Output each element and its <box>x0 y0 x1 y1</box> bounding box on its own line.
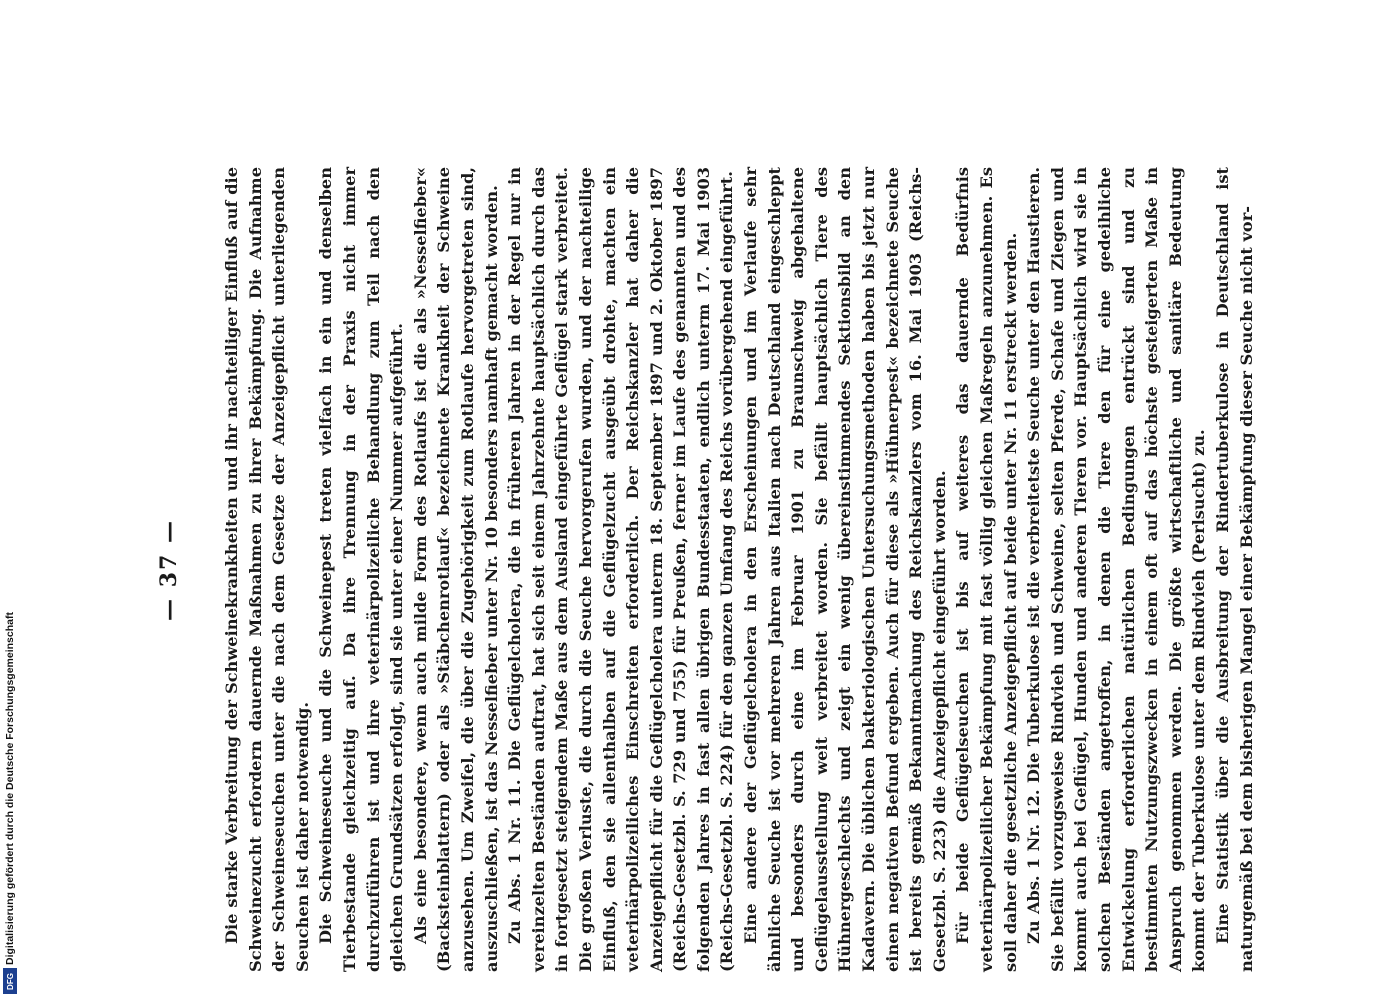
side-strip <box>0 0 20 1000</box>
dfg-logo-text: DFG <box>5 972 15 990</box>
paragraph: Für beide Geflügelseuchen ist bis auf weiteres das dauernde Bedürfnis veterinärpolizeilicher Bekämpfung mit fast völlig gleichen Maßregeln anzunehmen. Es soll daher die gesetzliche Anzeigepflicht auf beide unter Nr. 11 erstreckt werden. <box>953 167 1020 972</box>
paragraph: Als eine besondere, wenn auch milde Form des Rotlaufs ist die als »Nesselfieber« (Backsteinblattern) oder als »Stäbchenrotlauf« bezeichnete Krankheit der Schweine anzusehen. Um Zweifel, die über die Zugehörigkeit zum Rotlaufe hervorgetreten sind, auszuschließen, ist das Nesselfieber unter Nr. 10 besonders namhaft gemacht worden. <box>410 167 501 972</box>
paragraph: Die Schweineseuche und die Schweinepest treten vielfach in ein und denselben Tierbestande gleichzeitig auf. Da ihre Trennung in der Praxis nicht immer durchzuführen ist und ihre veterinärpolizeiliche Behandlung zum Teil nach den gleichen Grundsätzen erfolgt, sind sie unter einer Nummer aufgeführt. <box>316 167 407 972</box>
funding-credit: Digitalisierung gefördert durch die Deutsche Forschungsgemeinschaft <box>4 612 16 965</box>
page-number: — 37 — <box>156 519 182 621</box>
paragraph: Die starke Verbreitung der Schweinekrankheiten und ihr nachteiliger Einfluß auf die Schweinezucht erfordern dauernde Maßnahmen zu ihrer Bekämpfung. Die Aufnahme der Schweineseuchen unter die nach dem Gesetze der Anzeigepflicht unterliegenden Seuchen ist daher notwendig. <box>222 167 312 972</box>
body-text <box>220 167 1258 972</box>
paragraph: Eine Statistik über die Ausbreitung der Rindertuberkulose in Deutschland ist naturgemäß bei dem bisherigen Mangel einer Bekämpfung dieser Seuche nicht vor- <box>1212 167 1256 972</box>
book-page <box>150 140 1256 1000</box>
paragraph: Zu Abs. 1 Nr. 12. Die Tuberkulose ist die verbreitetste Seuche unter den Haustieren. Sie befällt vorzugsweise Rindvieh und Schweine, selten Pferde, Schafe und Ziegen und kommt auch bei Geflügel, Hunden und anderen Tieren vor. Hauptsächlich wird sie in solchen Beständen angetroffen, in denen die Tiere den für eine gedeihliche Entwickelung erforderlichen natürlichen Bedingungen entrückt sind und zu bestimmten Nutzungszwecken in einem oft auf das höchste gesteigerten Maße in Anspruch genommen werden. Die größte wirtschaftliche und sanitäre Bedeutung kommt der Tuberkulose unter dem Rindvieh (Perlsucht) zu. <box>1024 167 1209 972</box>
dfg-logo <box>3 968 17 994</box>
paragraph: Zu Abs. 1 Nr. 11. Die Geflügelcholera, die in früheren Jahren in der Regel nur in vereinzelten Beständen auftrat, hat sich seit einem Jahrzehnte hauptsächlich durch das in fortgesetzt steigendem Maße aus dem Ausland eingeführte Geflügel stark verbreitet. Die großen Verluste, die durch die Seuche hervorgerufen wurden, und der nachteilige Einfluß, den sie allenthalben auf die Geflügelzucht ausgeübt drohte, machten ein veterinärpolizeiliches Einschreiten erforderlich. Der Reichskanzler hat daher die Anzeigepflicht für die Geflügelcholera unterm 18. September 1897 und 2. Oktober 1897 (Reichs-Gesetzbl. S. 729 und 755) für Preußen, ferner im Laufe des genannten und des folgenden Jahres in fast allen übrigen Bundesstaaten, endlich unterm 17. Mai 1903 (Reichs-Gesetzbl. S. 224) für den ganzen Umfang des Reichs vorübergehend eingeführt. <box>505 167 737 972</box>
paragraph: Eine andere der Geflügelcholera in den Erscheinungen und im Verlaufe sehr ähnliche Seuche ist vor mehreren Jahren aus Italien nach Deutschland eingeschleppt und besonders durch eine im Februar 1901 zu Braunschweig abgehaltene Geflügelausstellung weit verbreitet worden. Sie befällt hauptsächlich Tiere des Hühnergeschlechts und zeigt ein wenig übereinstimmendes Sektionsbild an den Kadavern. Die üblichen bakteriologischen Untersuchungsmethoden haben bis jetzt nur einen negativen Befund ergeben. Auch für diese als »Hühnerpest« bezeichnete Seuche ist bereits gemäß Bekanntmachung des Reichskanzlers vom 16. Mai 1903 (Reichs-Gesetzbl. S. 223) die Anzeigepflicht eingeführt worden. <box>741 167 949 972</box>
